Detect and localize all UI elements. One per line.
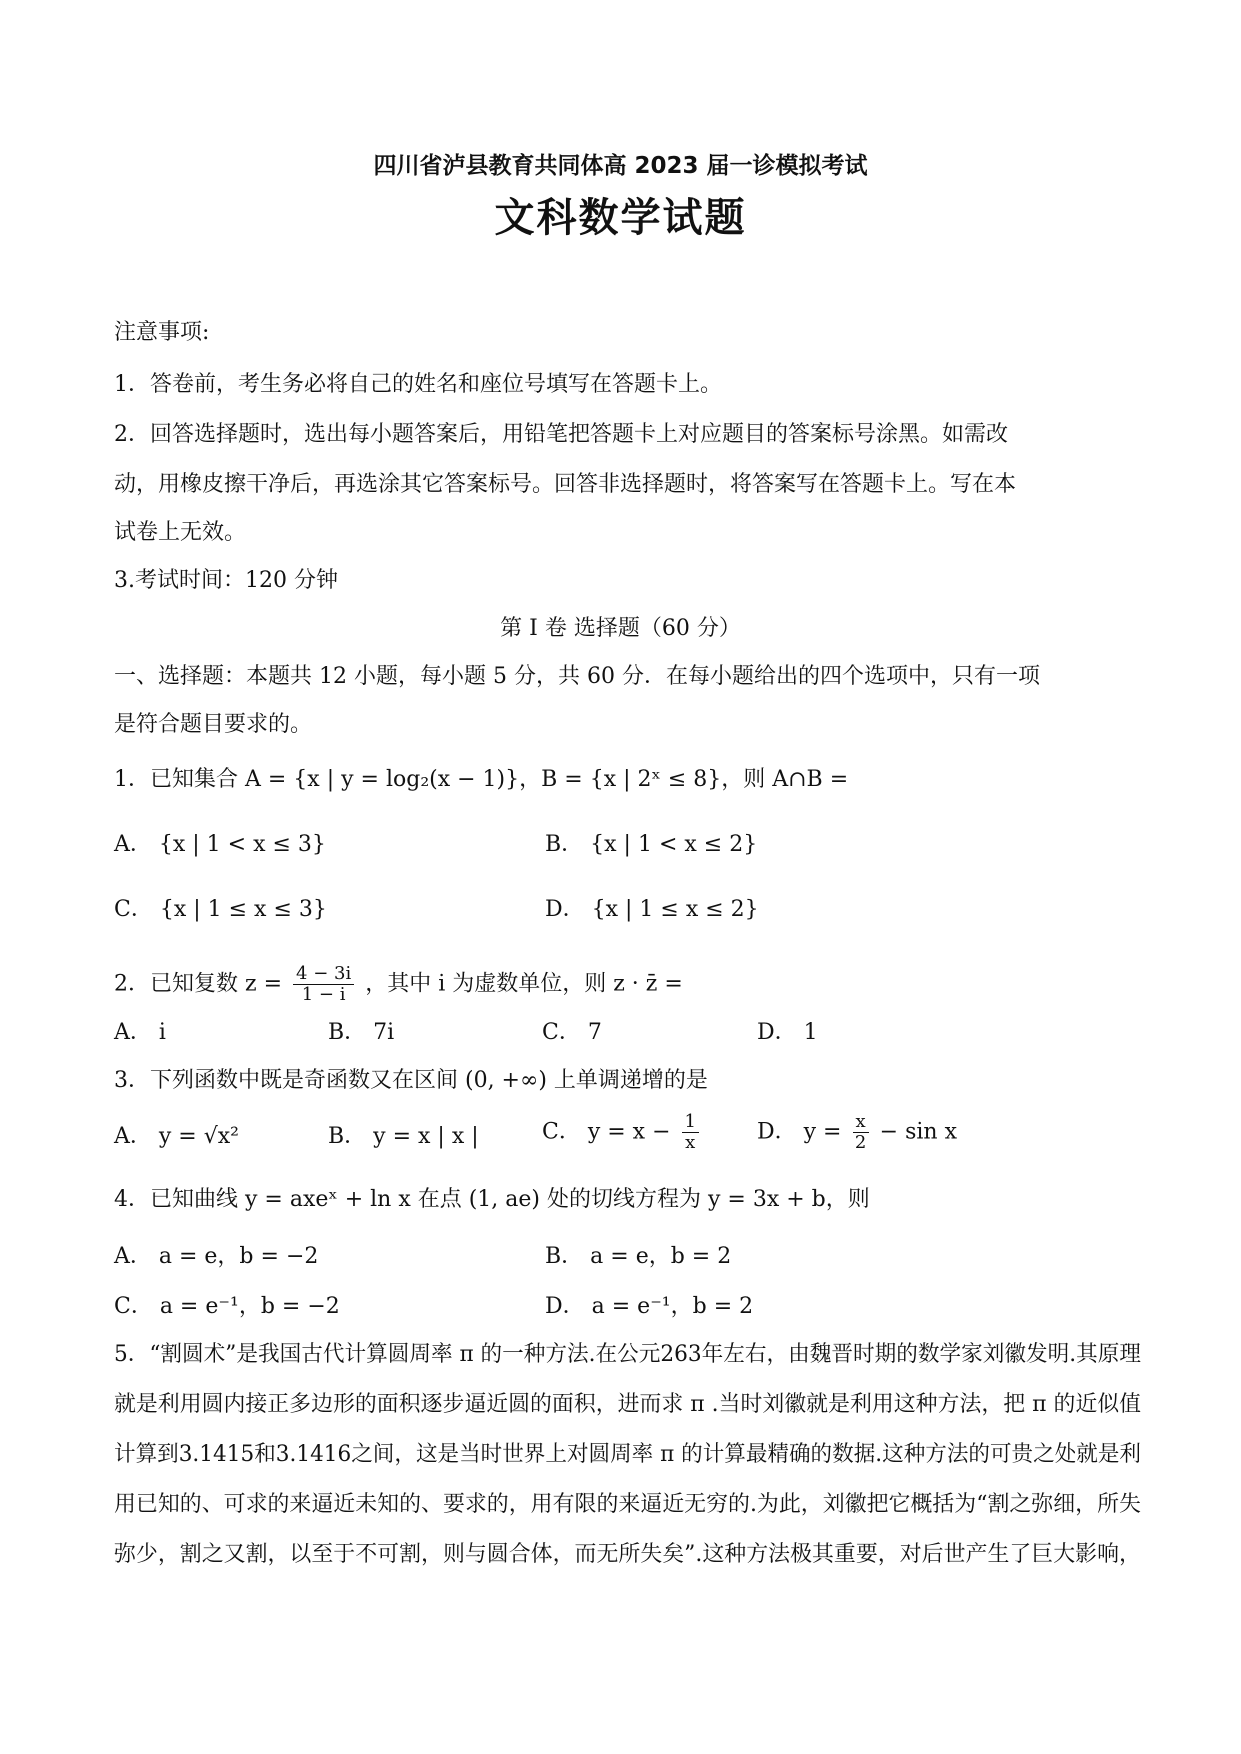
q3-option-b: B． y = x | x | [328, 1124, 479, 1149]
q3-option-d-prefix: D． y = [757, 1119, 842, 1145]
q3-stem: 3．下列函数中既是奇函数又在区间 (0, +∞) 上单调递增的是 [114, 1068, 708, 1093]
q1-stem: 1．已知集合 A = {x | y = log₂(x − 1)}，B = {x | 2ˣ ≤ 8}，则 A∩B = [114, 767, 849, 792]
q3-option-c-denominator: x [685, 1132, 696, 1153]
q4-stem: 4．已知曲线 y = axeˣ + ln x 在点 (1, ae) 处的切线方程为 y = 3x + b，则 [114, 1187, 870, 1212]
q5-line-2: 就是利用圆内接正多边形的面积逐步逼近圆的面积，进而求 π .当时刘徽就是利用这种方法，把 π 的近似值 [114, 1392, 1142, 1417]
q4-option-a: A． a = e，b = −2 [114, 1244, 319, 1269]
q1-option-c: C． {x | 1 ≤ x ≤ 3} [114, 897, 327, 922]
q3-option-c-prefix: C． y = x − [542, 1119, 671, 1145]
q3-option-a: A． y = √x² [114, 1124, 239, 1149]
q2-fraction [293, 964, 354, 1005]
note-1: 1．答卷前，考生务必将自己的姓名和座位号填写在答题卡上。 [114, 372, 722, 397]
q5-line-5: 弥少，割之又割，以至于不可割，则与圆合体，而无所失矣”.这种方法极其重要，对后世产生了巨大影响， [114, 1542, 1141, 1567]
q3-option-d-denominator: 2 [854, 1132, 867, 1153]
q4-option-b: B． a = e，b = 2 [545, 1244, 732, 1269]
note-2-line-3: 试卷上无效。 [114, 520, 247, 545]
q2-stem [114, 964, 683, 1005]
q3-option-d [757, 1112, 957, 1153]
note-2-line-2: 动，用橡皮擦干净后，再选涂其它答案标号。回答非选择题时，将答案写在答题卡上。写在本 [114, 472, 1017, 497]
q2-fraction-numerator: 4 − 3i [293, 964, 354, 985]
section-instruction-1: 一、选择题：本题共 12 小题，每小题 5 分，共 60 分．在每小题给出的四个选项中，只有一项 [114, 664, 1040, 689]
q2-option-d: D． 1 [757, 1020, 818, 1045]
q5-line-1: 5．“割圆术”是我国古代计算圆周率 π 的一种方法.在公元263年左右，由魏晋时期的数学家刘徽发明.其原理 [114, 1342, 1141, 1367]
notes-heading: 注意事项: [114, 320, 210, 345]
q2-option-c: C． 7 [542, 1020, 602, 1045]
q3-option-c [542, 1112, 703, 1153]
q1-option-a: A． {x | 1 < x ≤ 3} [114, 832, 326, 857]
q2-stem-suffix: ，其中 i 为虚数单位，则 z · z̄ = [365, 971, 683, 997]
q3-option-d-fraction [853, 1112, 869, 1153]
q2-fraction-denominator: 1 − i [301, 984, 346, 1005]
section-title: 第 I 卷 选择题（60 分） [500, 616, 741, 641]
q5-line-4: 用已知的、可求的来逼近未知的、要求的，用有限的来逼近无穷的.为此，刘徽把它概括为“割之弥细，所失 [114, 1492, 1141, 1517]
q3-option-d-suffix: − sin x [879, 1119, 957, 1145]
q4-option-d: D． a = e⁻¹，b = 2 [545, 1294, 754, 1319]
q2-stem-prefix: 2．已知复数 z = [114, 971, 283, 997]
q2-option-a: A． i [114, 1020, 166, 1045]
note-2-line-1: 2．回答选择题时，选出每小题答案后，用铅笔把答题卡上对应题目的答案标号涂黑。如需改 [114, 422, 1009, 447]
note-3: 3.考试时间：120 分钟 [114, 568, 338, 593]
exam-title: 四川省泸县教育共同体高 2023 届一诊模拟考试 [373, 153, 868, 179]
q4-option-c: C． a = e⁻¹，b = −2 [114, 1294, 340, 1319]
subject-title: 文科数学试题 [494, 195, 747, 241]
q1-option-d: D． {x | 1 ≤ x ≤ 2} [545, 897, 759, 922]
section-instruction-2: 是符合题目要求的。 [114, 712, 313, 737]
q5-line-3: 计算到3.1415和3.1416之间，这是当时世界上对圆周率 π 的计算最精确的数据.这种方法的可贵之处就是利 [114, 1442, 1141, 1467]
q1-option-b: B． {x | 1 < x ≤ 2} [545, 832, 758, 857]
q3-option-c-fraction [682, 1112, 699, 1153]
q3-option-c-numerator: 1 [682, 1112, 699, 1133]
q3-option-d-numerator: x [853, 1112, 869, 1133]
q2-option-b: B． 7i [328, 1020, 395, 1045]
